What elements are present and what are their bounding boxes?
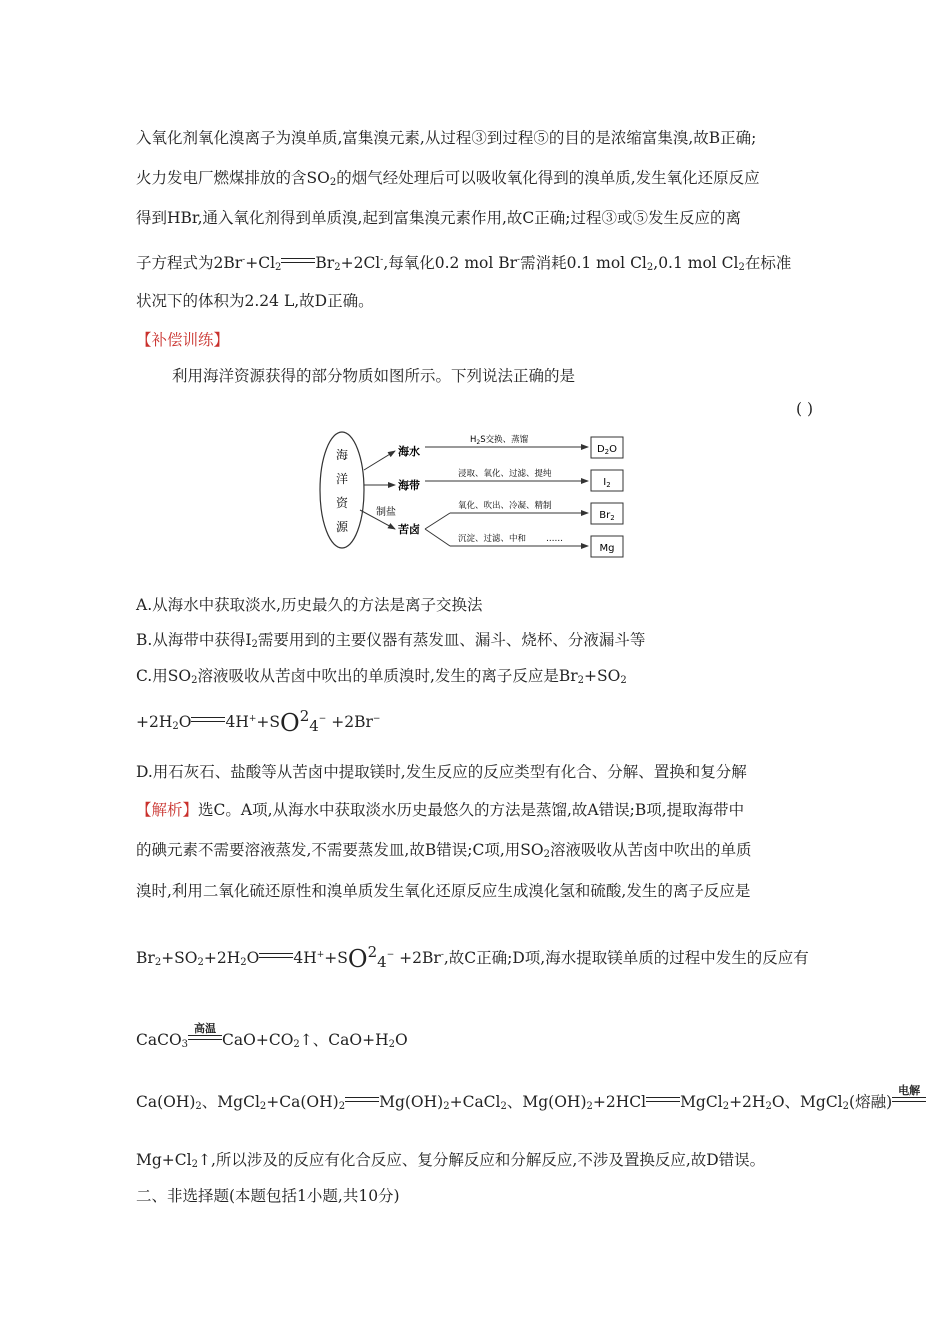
- text-line: 得到HBr,通入氧化剂得到单质溴,起到富集溴元素作用,故C正确;过程③或⑤发生反应的离: [136, 209, 741, 227]
- analysis-line: 的碘元素不需要溶液蒸发,不需要蒸发皿,故B错误;C项,用$SO_2$溶液吸收从苦卤中吹出的单质: [136, 841, 752, 860]
- equals-sign: [646, 1095, 680, 1105]
- text-line: 状况下的体积为2.24 L,故D正确。: [136, 292, 374, 310]
- source-char: 海: [335, 448, 349, 462]
- arrow: [364, 451, 395, 470]
- process-label: $H_2S$交换、蒸馏: [470, 435, 529, 446]
- section-heading: 二、非选择题(本题包括1小题,共10分): [136, 1187, 400, 1205]
- resource-diagram: [310, 425, 640, 560]
- analysis-line: $Ca(OH)_2$、$MgCl_2+Ca(OH)_2$ $Mg(OH)_2+CaCl_2$、$Mg(OH)_2+2HCl$ $MgCl_2+2H_2O$、MgCl$_2$(熔融) 电解: [136, 1089, 926, 1117]
- source-char: 洋: [335, 472, 349, 486]
- option-c: C.用$SO_2$溶液吸收从苦卤中吹出的单质溴时,发生的离子反应是$Br_2+SO_2$: [136, 667, 627, 686]
- source-char: 资: [335, 496, 349, 510]
- option-b: B.从海带中获得$I_2$需要用到的主要仪器有蒸发皿、漏斗、烧杯、分液漏斗等: [136, 631, 646, 650]
- analysis-line: 【解析】选C。A项,从海水中获取淡水历史最悠久的方法是蒸馏,故A错误;B项,提取海带中: [136, 801, 745, 819]
- kelp-label: 海带: [398, 479, 420, 492]
- analysis-line: 溴时,利用二氧化硫还原性和溴单质发生氧化还原反应生成溴化氢和硫酸,发生的离子反应是: [136, 882, 751, 900]
- analysis-line: $Br_2+SO_2+2H_2O$ 4H++SO24− +2Br-,故C正确;D项,海水提取镁单质的过程中发生的反应有: [136, 943, 809, 973]
- equals-sign: [345, 1095, 379, 1105]
- analysis-line: $Mg+Cl_2↑$,所以涉及的反应有化合反应、复分解反应和分解反应,不涉及置换反应,故D错误。: [136, 1151, 766, 1170]
- product-label: Mg: [599, 543, 615, 554]
- salt-label: 制盐: [376, 507, 396, 518]
- question-stem: 利用海洋资源获得的部分物质如图所示。下列说法正确的是: [172, 367, 576, 385]
- answer-bracket: ( ): [796, 400, 814, 418]
- product-label: $Br_2$: [599, 510, 615, 522]
- brine-label: 苦卤: [398, 523, 420, 536]
- analysis-line: CaCO$_3$ 高温 $CaO+CO_2↑$、$CaO+H_2O$: [136, 1022, 408, 1050]
- option-a: A.从海水中获取淡水,历史最久的方法是离子交换法: [136, 596, 483, 614]
- option-c-equation: $+2H_2O$ 4H++SO24− +2Br−: [136, 707, 381, 737]
- text-line: 子方程式为$2Br^-+Cl_2$ $Br_2+2Cl^-$,每氧化0.2 mol Br-需消耗0.1 mol $Cl_2,0.1$ mol $Cl_2$在标准: [136, 254, 792, 273]
- process-label: 沉淀、过滤、中和: [458, 534, 527, 544]
- equals-sign: [281, 256, 315, 266]
- text-line: 火力发电厂燃煤排放的含$SO_2$的烟气经处理后可以吸收氧化得到的溴单质,发生氧化还原反应: [136, 169, 760, 188]
- equals-sign: [259, 951, 293, 961]
- text-line: 入氧化剂氧化溴离子为溴单质,富集溴元素,从过程③到过程⑤的目的是浓缩富集溴,故B正确;: [136, 129, 757, 147]
- arrow: [425, 513, 450, 529]
- seawater-label: 海水: [398, 445, 420, 458]
- equals-sign: [191, 715, 225, 725]
- ellipsis: ……: [546, 534, 563, 544]
- product-label: $I_2$: [603, 477, 611, 489]
- section-tag: 【补偿训练】: [136, 331, 230, 349]
- process-label: 氧化、吹出、冷凝、精制: [458, 501, 552, 511]
- process-label: 浸取、氧化、过滤、提纯: [458, 469, 552, 479]
- arrow: [425, 529, 450, 546]
- option-d: D.用石灰石、盐酸等从苦卤中提取镁时,发生反应的反应类型有化合、分解、置换和复分解: [136, 763, 747, 781]
- reaction-condition: 电解: [892, 1089, 926, 1107]
- product-label: $D_2O$: [596, 444, 618, 456]
- source-char: 源: [335, 520, 349, 534]
- reaction-condition: 高温: [188, 1027, 222, 1045]
